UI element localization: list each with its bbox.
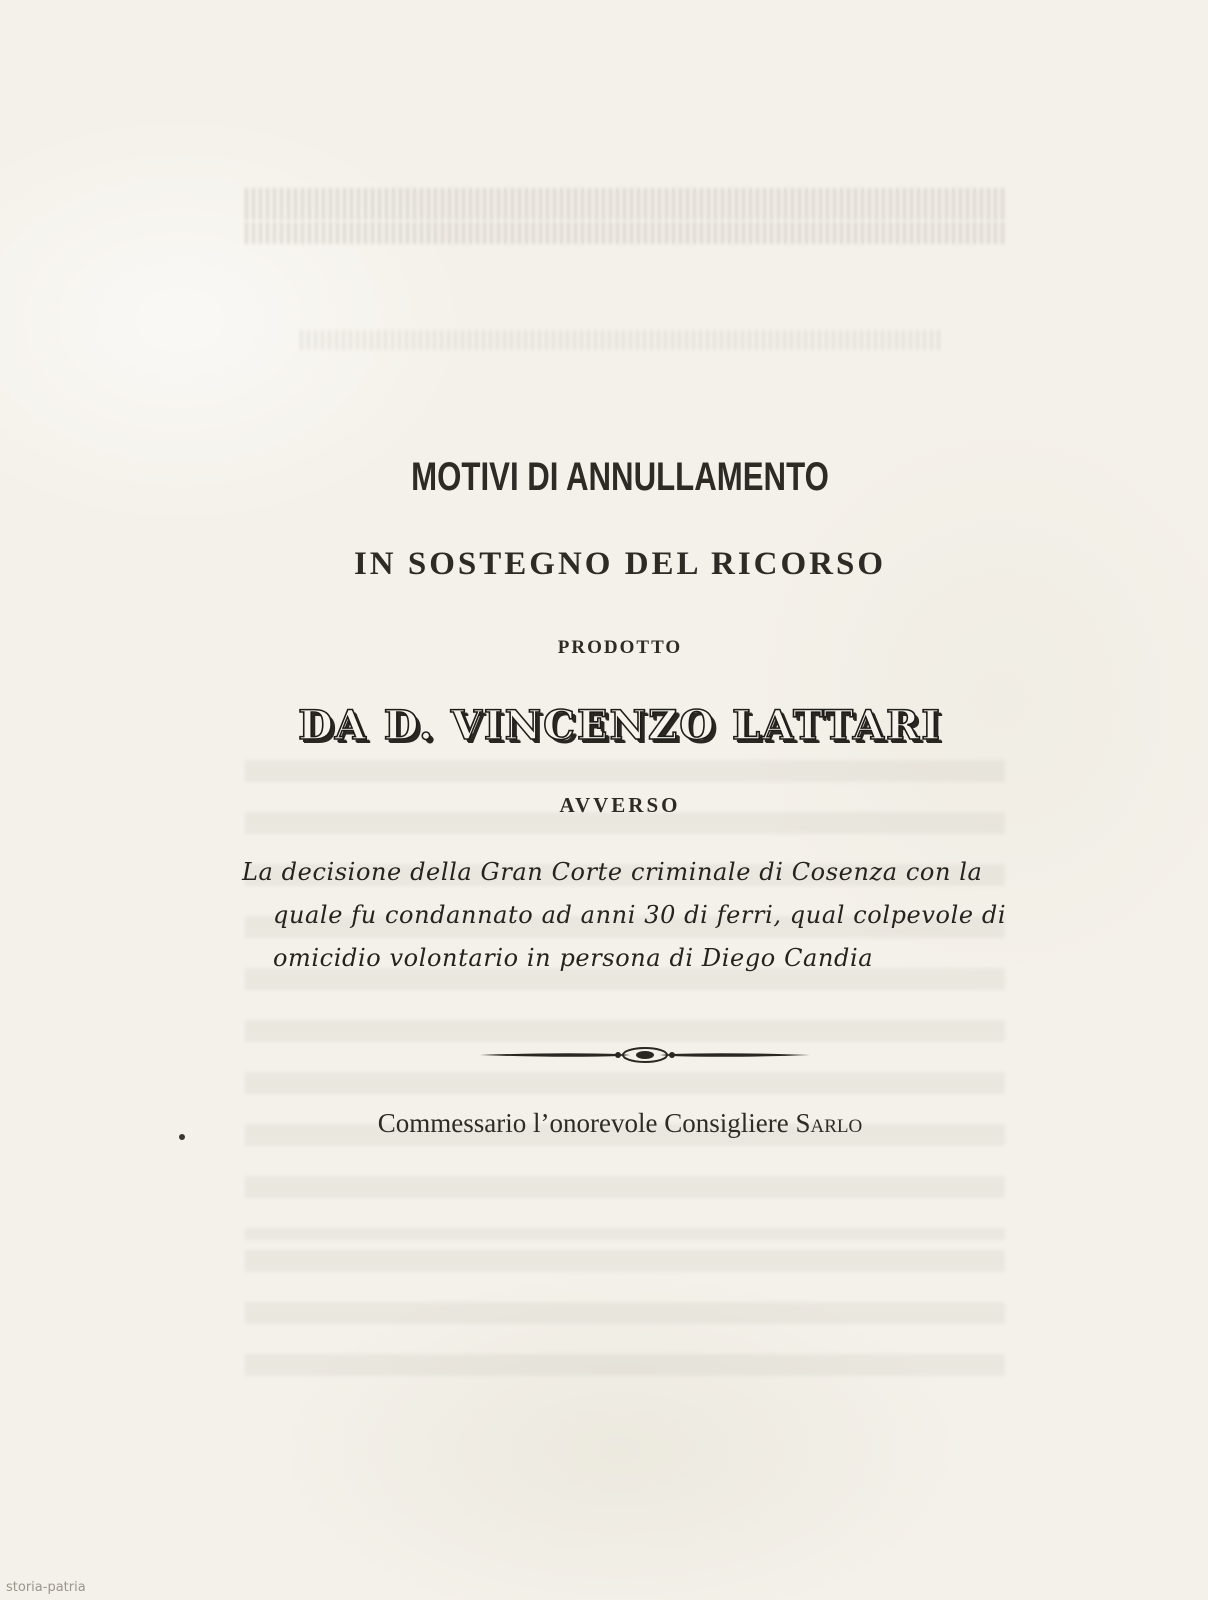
commissioner-prefix: Commessario l’onorevole Consigliere [377, 1108, 796, 1138]
ornament-divider-icon [480, 1043, 810, 1067]
author-name: DA D. VINCENZO LATTARI [298, 702, 942, 749]
document-subtitle: IN SOSTEGNO DEL RICORSO [353, 546, 887, 582]
produced-label: PRODOTTO [557, 637, 683, 658]
description-line-2: quale fu condannato ad anni 30 di ferri, qual colpevole di [273, 901, 1007, 929]
description-line-3: omicidio volontario in persona di Diego Candia [273, 944, 874, 972]
ink-speck [179, 1134, 185, 1140]
commissioner-name: Sarlo [795, 1108, 863, 1138]
document-title: MOTIVI DI ANNULLAMENTO [411, 455, 829, 499]
against-label: AVVERSO [559, 793, 681, 817]
watermark: storia-patria [6, 1580, 86, 1595]
description-line-1: La decisione della Gran Corte criminale di Cosenza con la [242, 858, 983, 886]
